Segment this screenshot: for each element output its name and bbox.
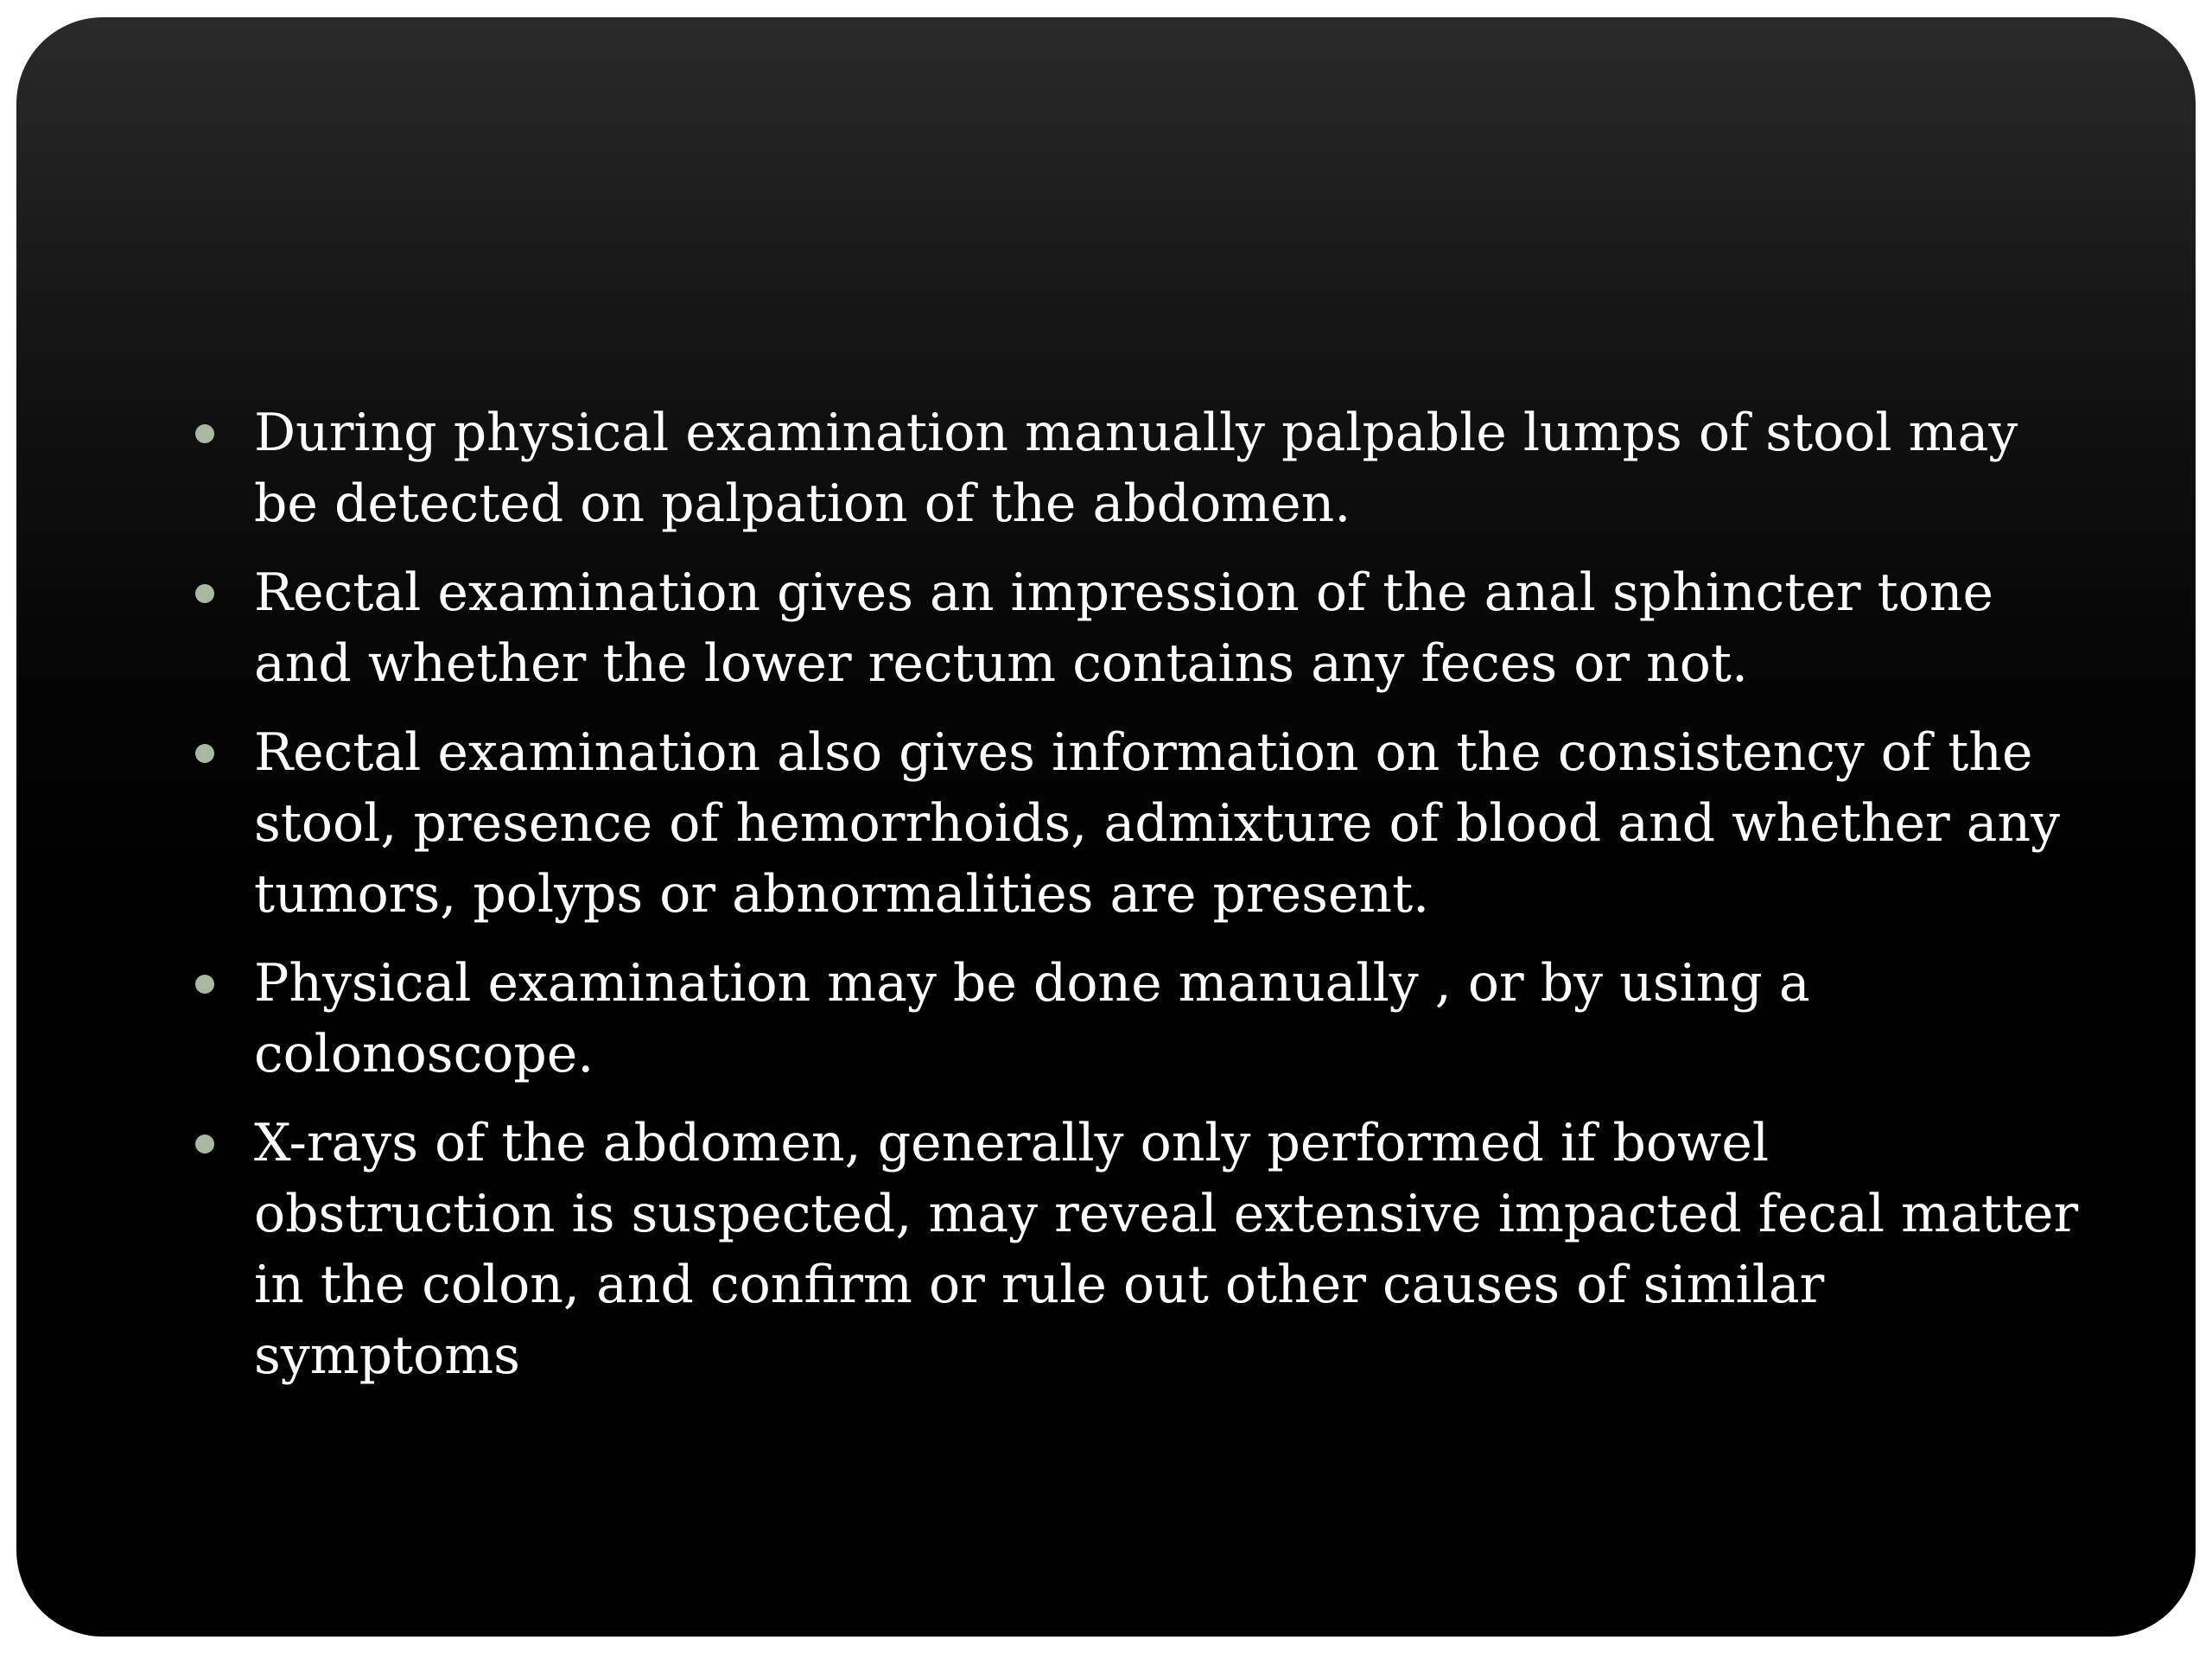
bullet-item — [254, 1108, 2086, 1391]
bullet-dot-icon — [195, 975, 214, 994]
bullet-item — [254, 717, 2086, 930]
bullet-dot-icon — [195, 1135, 214, 1154]
bullet-text: Rectal examination gives an impression of the anal sphincter tone and whether the lower rectum contains any feces or not. — [254, 563, 1994, 694]
bullet-text: Physical examination may be done manually , or by using a colonoscope. — [254, 953, 1810, 1084]
slide — [16, 17, 2196, 1637]
bullet-dot-icon — [195, 744, 214, 763]
bullet-dot-icon — [195, 424, 214, 443]
bullet-item — [254, 397, 2086, 539]
bullet-dot-icon — [195, 584, 214, 603]
bullet-text: During physical examination manually palpable lumps of stool may be detected on palpation of the abdomen. — [254, 403, 2018, 534]
bullet-text: Rectal examination also gives information on the consistency of the stool, presence of hemorrhoids, admixture of blood and whether any tumors, polyps or abnormalities are present. — [254, 722, 2061, 925]
bullet-text: X-rays of the abdomen, generally only performed if bowel obstruction is suspected, may reveal extensive impacted fecal matter in the colon, and confirm or rule out other causes of similar symptoms — [254, 1113, 2079, 1386]
bullet-item — [254, 557, 2086, 699]
bullet-item — [254, 948, 2086, 1090]
